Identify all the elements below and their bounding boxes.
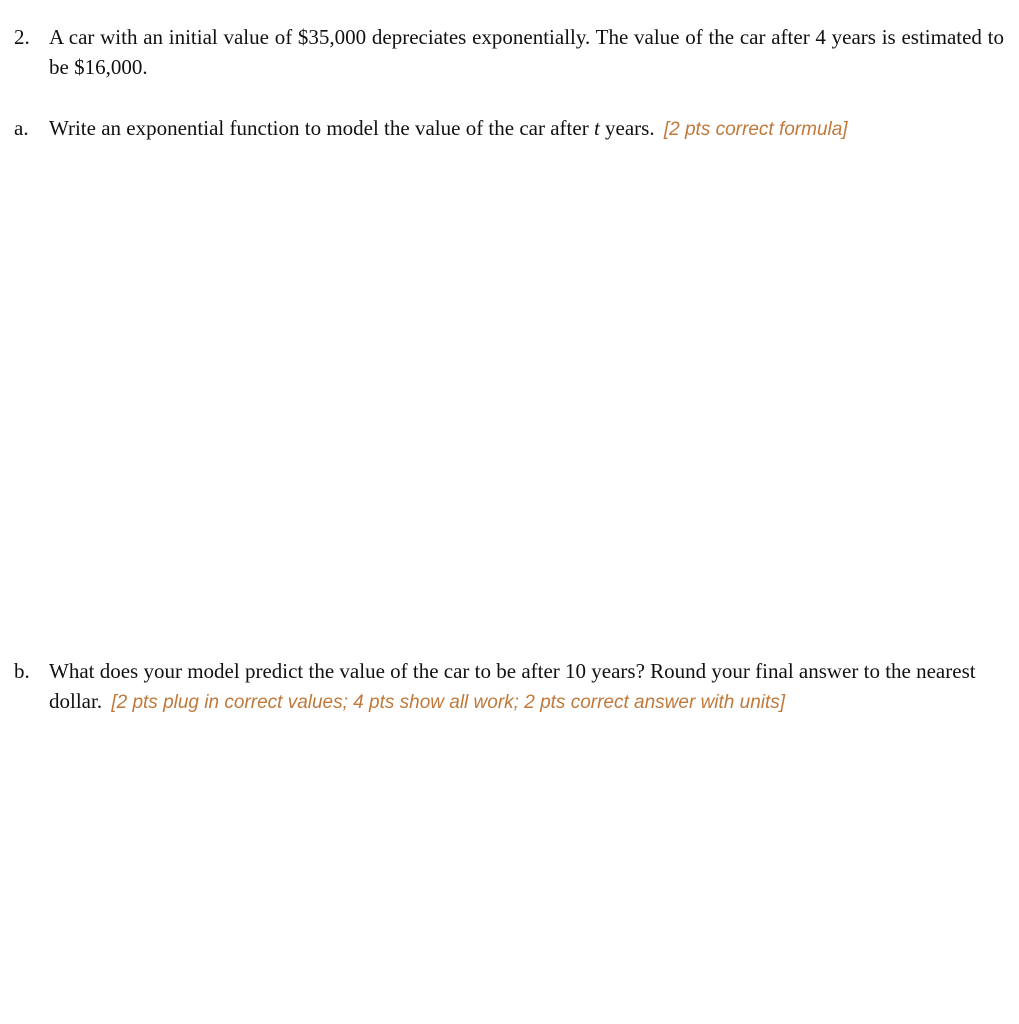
part-a-question xyxy=(49,113,1004,145)
part-b-rubric: [2 pts plug in correct values; 4 pts show all work; 2 pts correct answer with units] xyxy=(111,692,786,713)
part-a-text-after: years. xyxy=(605,116,655,140)
part-b xyxy=(14,656,1004,718)
part-a xyxy=(14,113,1004,145)
problem-number: 2. xyxy=(14,25,30,49)
part-b-label: b. xyxy=(14,659,30,683)
problem-row xyxy=(14,22,1004,82)
part-a-variable: t xyxy=(593,116,600,140)
part-b-question xyxy=(49,656,1004,718)
part-b-text: What does your model predict the value of the car to be after 10 years? Round your final answer to the nearest dollar. xyxy=(49,659,976,713)
part-b-row xyxy=(14,656,1004,718)
part-a-label: a. xyxy=(14,116,29,140)
part-a-row xyxy=(14,113,1004,145)
part-a-rubric: [2 pts correct formula] xyxy=(663,119,848,140)
part-a-text-before: Write an exponential function to model the value of the car after xyxy=(49,116,589,140)
problem-statement xyxy=(14,22,1004,82)
problem-text: A car with an initial value of $35,000 depreciates exponentially. The value of the car after 4 years is estimated to be $16,000. xyxy=(49,25,1004,79)
